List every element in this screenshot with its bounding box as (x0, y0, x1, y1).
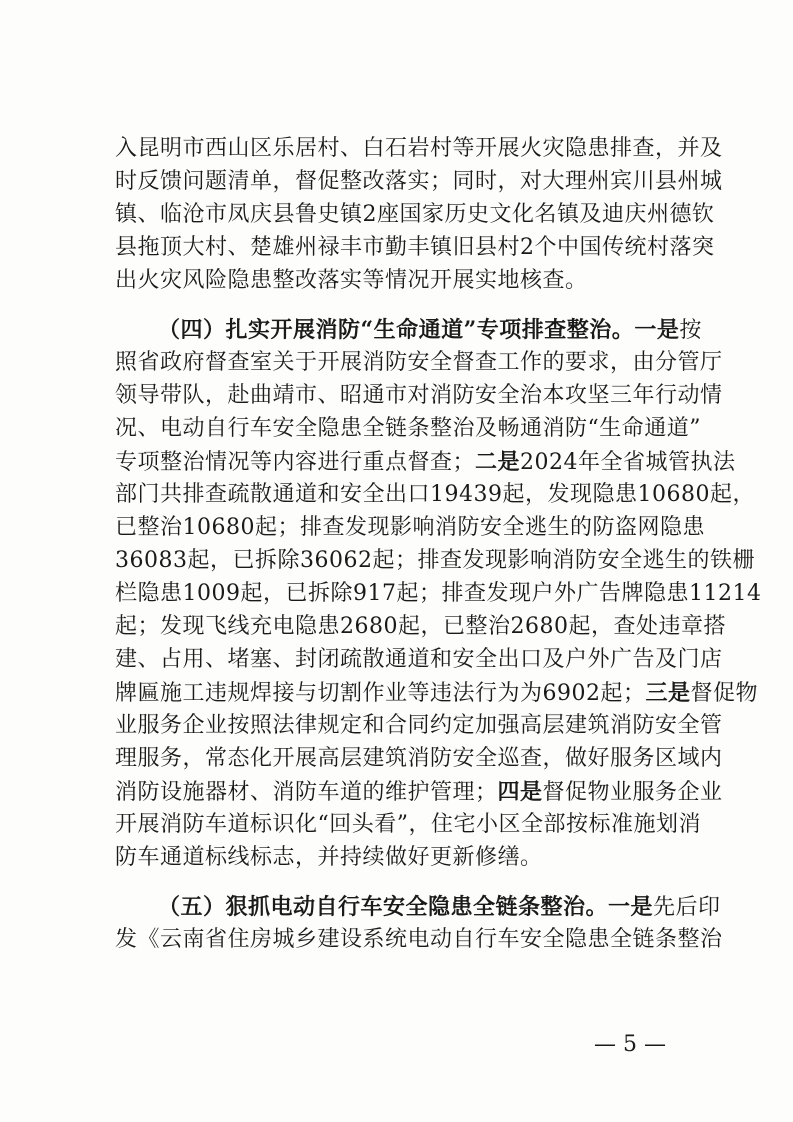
line-text: 发《云南省住房城乡建设系统电动自行车安全隐患全链条整治 (115, 927, 723, 952)
paragraph-line-9 (115, 412, 701, 446)
line-text: 按 (679, 318, 702, 343)
section-heading-text: （四）扎实开展消防“生命通道”专项排查整治。 (158, 317, 635, 343)
line-text: 牌匾施工违规焊接与切割作业等违法行为为6902起； (115, 681, 646, 706)
line-text: 专项整治情况等内容进行重点督查； (115, 450, 476, 475)
line-text: 业服务企业按照法律规定和合同约定加强高层建筑消防安全管 (115, 713, 723, 738)
paragraph-line-13 (115, 544, 755, 578)
line-text: 时反馈问题清单，督促整改落实；同时，对大理州宾川县州城 (115, 169, 723, 194)
paragraph-line-19 (115, 742, 723, 776)
line-text: 镇、临沧市凤庆县鲁史镇2座国家历史文化名镇及迪庆州德钦 (115, 202, 715, 227)
line-text: 照省政府督查室关于开展消防安全督查工作的要求，由分管厅 (115, 350, 723, 375)
section-heading-text: （五）狠抓电动自行车安全隐患全链条整治。 (158, 894, 609, 920)
line-text: 县拖顶大村、楚雄州禄丰市勤丰镇旧县村2个中国传统村落突 (115, 235, 715, 260)
line-text: 入昆明市西山区乐居村、白石岩村等开展火灾隐患排查，并及 (115, 136, 723, 161)
paragraph-line-7 (115, 346, 723, 380)
line-text: 开展消防车道标识化“回头看”，住宅小区全部按标准施划消 (115, 812, 701, 837)
line-text: 领导带队，赴曲靖市、昭通市对消防安全治本攻坚三年行动情 (115, 383, 723, 408)
line-text: 36083起，已拆除36062起；排查发现影响消防安全逃生的铁栅 (115, 548, 755, 573)
paragraph-line-14 (115, 577, 762, 611)
section-four-heading-line (158, 313, 702, 347)
bold-lead-text: 一是 (608, 894, 654, 920)
paragraph-line-21 (115, 808, 701, 842)
line-text: 督促物 (690, 681, 759, 706)
paragraph-line-10 (115, 445, 736, 479)
line-text: 起；发现飞线充电隐患2680起，已整治2680起，查处违章搭 (115, 614, 726, 639)
bold-lead-text: 一是 (634, 317, 680, 343)
paragraph-line-16 (115, 643, 723, 677)
paragraph-line-1 (115, 132, 723, 166)
paragraph-line-4 (115, 231, 715, 265)
line-text: 消防设施器材、消防车道的维护管理； (115, 780, 498, 805)
paragraph-line-8 (115, 379, 723, 413)
paragraph-line-22 (115, 841, 681, 875)
line-text: 督促物业服务企业 (542, 780, 723, 805)
line-text: 防车通道标线标志，并持续做好更新修缮。 (115, 845, 543, 870)
bold-lead-text: 二是 (475, 449, 521, 475)
paragraph-line-12 (115, 511, 705, 545)
line-text: 栏隐患1009起，已拆除917起；排查发现户外广告牌隐患11214 (115, 581, 762, 606)
line-text: 部门共排查疏散通道和安全出口19439起，发现隐患10680起， (115, 482, 755, 507)
line-text: 先后印 (653, 895, 721, 920)
line-text: 建、占用、堵塞、封闭疏散通道和安全出口及户外广告及门店 (115, 647, 723, 672)
section-five-heading-line (158, 890, 721, 924)
line-text: 2024年全省城管执法 (520, 450, 736, 475)
bold-lead-text: 三是 (645, 680, 691, 706)
paragraph-line-24 (115, 923, 723, 957)
paragraph-line-20 (115, 775, 723, 809)
paragraph-line-17 (115, 676, 759, 710)
paragraph-line-2 (115, 165, 723, 199)
line-text: 理服务，常态化开展高层建筑消防安全巡查，做好服务区域内 (115, 746, 723, 771)
paragraph-line-5 (115, 264, 681, 298)
page-number: — 5 — (594, 1032, 666, 1057)
paragraph-line-11 (115, 478, 755, 512)
line-text: 已整治10680起；排查发现影响消防安全逃生的防盗网隐患 (115, 515, 705, 540)
paragraph-line-3 (115, 198, 715, 232)
line-text: 出火灾风险隐患整改落实等情况开展实地核查。 (115, 268, 588, 293)
bold-lead-text: 四是 (497, 779, 543, 805)
paragraph-line-18 (115, 709, 723, 743)
paragraph-line-15 (115, 610, 726, 644)
line-text: 况、电动自行车安全隐患全链条整治及畅通消防“生命通道” (115, 416, 701, 441)
